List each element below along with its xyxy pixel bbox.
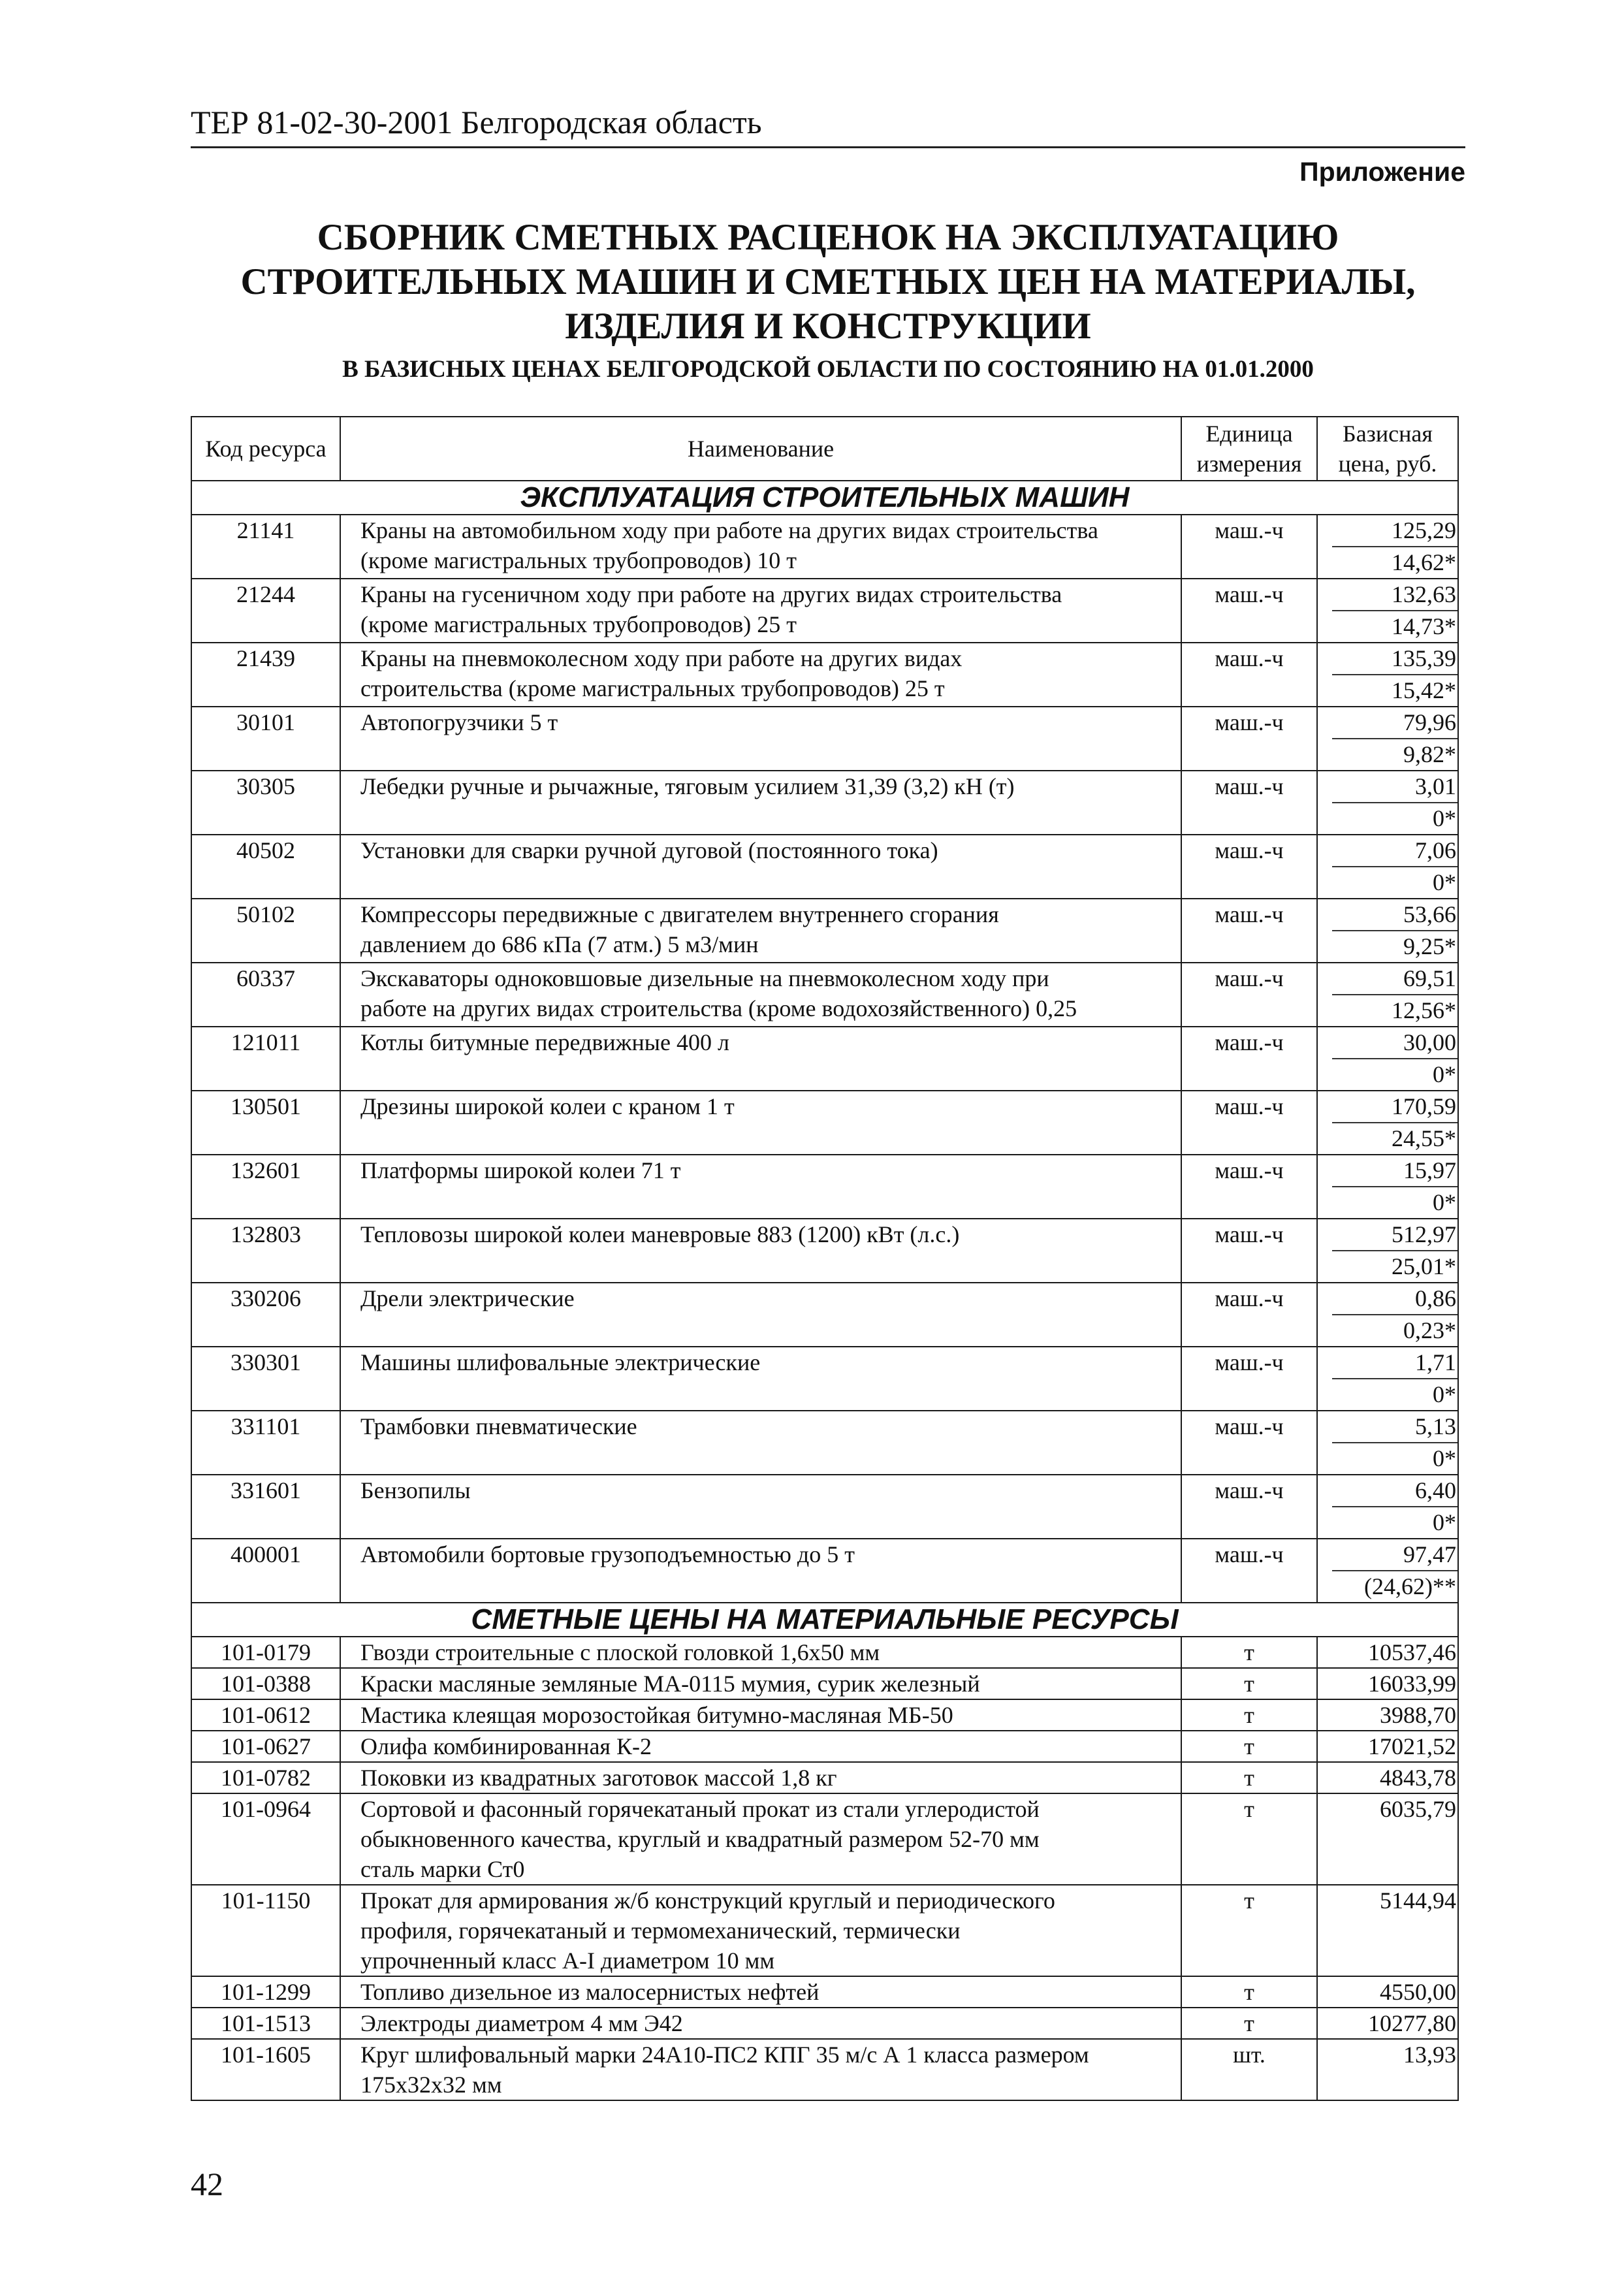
resource-name-line: 175х32х32 мм [360, 2072, 502, 2098]
unit: маш.-ч [1181, 1283, 1317, 1347]
operator-wage: 0* [1433, 805, 1456, 831]
resource-name-line: Краны на автомобильном ходу при работе на других видах строительства [360, 517, 1098, 543]
machine-row [191, 1475, 1458, 1539]
unit: маш.-ч [1181, 643, 1317, 707]
base-price: 3988,70 [1317, 1699, 1458, 1731]
machine-row [191, 1155, 1458, 1219]
unit: маш.-ч [1181, 1539, 1317, 1603]
resource-name-line: Котлы битумные передвижные 400 л [360, 1029, 729, 1055]
resource-name [340, 579, 1181, 643]
resource-code: 21141 [191, 515, 340, 579]
resource-name-line: Краски масляные земляные МА-0115 мумия, сурик железный [360, 1671, 980, 1697]
base-price: 15,97 [1332, 1155, 1457, 1187]
resource-code: 130501 [191, 1091, 340, 1155]
base-price: 30,00 [1332, 1027, 1457, 1059]
unit: т [1181, 1668, 1317, 1699]
unit: маш.-ч [1181, 515, 1317, 579]
resource-name-line: Бензопилы [360, 1477, 471, 1503]
resource-name-line: Дрели электрические [360, 1285, 575, 1311]
resource-code: 330206 [191, 1283, 340, 1347]
base-price: 125,29 [1332, 515, 1457, 547]
base-price: 7,06 [1332, 835, 1457, 867]
resource-code: 121011 [191, 1027, 340, 1091]
resource-name-line: давлением до 686 кПа (7 атм.) 5 м3/мин [360, 931, 759, 957]
resource-name-line: профиля, горячекатаный и термомеханический, термически [360, 1917, 961, 1944]
unit: маш.-ч [1181, 899, 1317, 963]
resource-name [340, 963, 1181, 1027]
resource-name [340, 1699, 1181, 1731]
section-row-machines [191, 481, 1458, 515]
price-table [191, 416, 1459, 2101]
resource-name [340, 707, 1181, 771]
unit-header-line-1: Единица [1205, 421, 1293, 447]
resource-code: 132803 [191, 1219, 340, 1283]
operator-wage: 0* [1433, 1509, 1456, 1535]
base-price-cell [1317, 1347, 1458, 1411]
base-price: 79,96 [1332, 707, 1457, 739]
operator-wage: 0,23* [1403, 1317, 1456, 1343]
base-price: 1,71 [1332, 1347, 1457, 1379]
base-price: 17021,52 [1317, 1731, 1458, 1762]
unit: т [1181, 1637, 1317, 1668]
resource-name-line: Установки для сварки ручной дуговой (постоянного тока) [360, 837, 938, 863]
unit: маш.-ч [1181, 1091, 1317, 1155]
resource-name [340, 1793, 1181, 1885]
base-price-cell [1317, 579, 1458, 643]
machine-row [191, 1411, 1458, 1475]
unit: т [1181, 1976, 1317, 2008]
resource-code: 40502 [191, 835, 340, 899]
resource-name-line: обыкновенного качества, круглый и квадратный размером 52-70 мм [360, 1826, 1040, 1852]
base-price-cell [1317, 1411, 1458, 1475]
material-row [191, 1637, 1458, 1668]
base-price: 132,63 [1332, 579, 1457, 611]
base-price-cell [1317, 1027, 1458, 1091]
resource-code: 60337 [191, 963, 340, 1027]
section-title-materials: СМЕТНЫЕ ЦЕНЫ НА МАТЕРИАЛЬНЫЕ РЕСУРСЫ [191, 1603, 1458, 1637]
resource-code: 30101 [191, 707, 340, 771]
base-price: 97,47 [1332, 1539, 1457, 1571]
unit: т [1181, 1731, 1317, 1762]
page-number: 42 [191, 2166, 223, 2202]
machine-row [191, 835, 1458, 899]
resource-name [340, 1539, 1181, 1603]
unit: маш.-ч [1181, 1027, 1317, 1091]
column-header-price [1317, 417, 1458, 481]
operator-wage: 9,25* [1403, 933, 1456, 959]
base-price: 53,66 [1332, 899, 1457, 931]
unit: маш.-ч [1181, 1411, 1317, 1475]
operator-wage: 9,82* [1403, 741, 1456, 767]
unit: маш.-ч [1181, 1347, 1317, 1411]
resource-name-line: Компрессоры передвижные с двигателем внутреннего сгорания [360, 901, 999, 927]
column-header-code: Код ресурса [191, 417, 340, 481]
base-price-cell [1317, 515, 1458, 579]
operator-wage: 14,73* [1392, 613, 1456, 639]
resource-name [340, 1155, 1181, 1219]
unit: т [1181, 2008, 1317, 2039]
operator-wage: (24,62)** [1364, 1573, 1456, 1599]
resource-name [340, 835, 1181, 899]
resource-name [340, 1885, 1181, 1976]
title-line-3: ИЗДЕЛИЯ И КОНСТРУКЦИИ [565, 306, 1091, 347]
base-price-cell [1317, 707, 1458, 771]
machine-row [191, 707, 1458, 771]
resource-code: 101-0627 [191, 1731, 340, 1762]
resource-code: 30305 [191, 771, 340, 835]
base-price: 13,93 [1317, 2039, 1458, 2100]
resource-code: 101-0179 [191, 1637, 340, 1668]
resource-name-line: Топливо дизельное из малосернистых нефтей [360, 1979, 820, 2005]
machine-row [191, 1283, 1458, 1347]
resource-name [340, 771, 1181, 835]
resource-code: 101-1605 [191, 2039, 340, 2100]
unit: маш.-ч [1181, 771, 1317, 835]
unit: маш.-ч [1181, 963, 1317, 1027]
resource-name-line: Трамбовки пневматические [360, 1413, 637, 1439]
material-row [191, 1976, 1458, 2008]
section-title-machines: ЭКСПЛУАТАЦИЯ СТРОИТЕЛЬНЫХ МАШИН [191, 481, 1458, 515]
resource-name [340, 515, 1181, 579]
resource-name-line: (кроме магистральных трубопроводов) 25 т [360, 611, 797, 637]
base-price: 4843,78 [1317, 1762, 1458, 1793]
machine-row [191, 1219, 1458, 1283]
resource-name-line: Сортовой и фасонный горячекатаный прокат из стали углеродистой [360, 1796, 1040, 1822]
resource-code: 101-1513 [191, 2008, 340, 2039]
resource-name [340, 899, 1181, 963]
resource-name [340, 1976, 1181, 2008]
resource-name [340, 1475, 1181, 1539]
unit-header-line-2: измерения [1196, 451, 1302, 477]
unit: т [1181, 1793, 1317, 1885]
unit: маш.-ч [1181, 1219, 1317, 1283]
base-price: 512,97 [1332, 1219, 1457, 1251]
resource-name-line: строительства (кроме магистральных трубопроводов) 25 т [360, 675, 945, 701]
resource-name [340, 1027, 1181, 1091]
resource-name-line: Краны на пневмоколесном ходу при работе на других видах [360, 645, 963, 671]
base-price-cell [1317, 771, 1458, 835]
base-price-cell [1317, 899, 1458, 963]
operator-wage: 24,55* [1392, 1125, 1456, 1151]
operator-wage: 12,56* [1392, 997, 1456, 1023]
base-price: 4550,00 [1317, 1976, 1458, 2008]
base-price-cell [1317, 1539, 1458, 1603]
operator-wage: 0* [1433, 1189, 1456, 1215]
material-row [191, 2008, 1458, 2039]
machine-row [191, 1347, 1458, 1411]
resource-name-line: (кроме магистральных трубопроводов) 10 т [360, 547, 797, 573]
title-line-1: СБОРНИК СМЕТНЫХ РАСЦЕНОК НА ЭКСПЛУАТАЦИЮ [317, 217, 1339, 258]
base-price: 6,40 [1332, 1475, 1457, 1507]
resource-code: 132601 [191, 1155, 340, 1219]
column-header-unit [1181, 417, 1317, 481]
unit: т [1181, 1699, 1317, 1731]
operator-wage: 0* [1433, 1445, 1456, 1471]
base-price-cell [1317, 835, 1458, 899]
machine-row [191, 1091, 1458, 1155]
resource-name [340, 2008, 1181, 2039]
base-price-cell [1317, 1155, 1458, 1219]
resource-name-line: Гвозди строительные с плоской головкой 1,6х50 мм [360, 1639, 880, 1665]
resource-code: 331601 [191, 1475, 340, 1539]
unit: т [1181, 1885, 1317, 1976]
document-title [191, 216, 1465, 349]
header-divider [191, 146, 1465, 148]
machine-row [191, 899, 1458, 963]
machine-row [191, 515, 1458, 579]
resource-name [340, 1219, 1181, 1283]
machine-row [191, 771, 1458, 835]
base-price: 135,39 [1332, 643, 1457, 675]
resource-code: 101-1299 [191, 1976, 340, 2008]
section-row-materials [191, 1603, 1458, 1637]
material-row [191, 1699, 1458, 1731]
base-price: 6035,79 [1317, 1793, 1458, 1885]
document-subtitle: В БАЗИСНЫХ ЦЕНАХ БЕЛГОРОДСКОЙ ОБЛАСТИ ПО СОСТОЯНИЮ НА 01.01.2000 [342, 356, 1314, 383]
base-price: 5144,94 [1317, 1885, 1458, 1976]
base-price: 3,01 [1332, 771, 1457, 803]
resource-name-line: работе на других видах строительства (кроме водохозяйственного) 0,25 [360, 995, 1077, 1021]
title-line-2: СТРОИТЕЛЬНЫХ МАШИН И СМЕТНЫХ ЦЕН НА МАТЕРИАЛЫ, [240, 261, 1416, 302]
resource-name-line: Автомобили бортовые грузоподъемностью до 5 т [360, 1541, 855, 1567]
resource-name-line: Мастика клеящая морозостойкая битумно-масляная МБ-50 [360, 1702, 953, 1728]
resource-name-line: Поковки из квадратных заготовок массой 1,8 кг [360, 1765, 837, 1791]
resource-name-line: сталь марки Ст0 [360, 1856, 525, 1882]
unit: т [1181, 1762, 1317, 1793]
appendix-label: Приложение [1299, 157, 1465, 187]
base-price-cell [1317, 1219, 1458, 1283]
resource-name [340, 1411, 1181, 1475]
material-row [191, 1793, 1458, 1885]
resource-name [340, 1762, 1181, 1793]
resource-code: 21439 [191, 643, 340, 707]
resource-name-line: Лебедки ручные и рычажные, тяговым усилием 31,39 (3,2) кН (т) [360, 773, 1015, 799]
base-price: 0,86 [1332, 1283, 1457, 1315]
base-price-cell [1317, 643, 1458, 707]
operator-wage: 0* [1433, 869, 1456, 895]
operator-wage: 25,01* [1392, 1253, 1456, 1279]
column-header-name: Наименование [340, 417, 1181, 481]
resource-name-line: Дрезины широкой колеи с краном 1 т [360, 1093, 735, 1119]
base-price-cell [1317, 963, 1458, 1027]
base-price: 69,51 [1332, 963, 1457, 995]
resource-name-line: упрочненный класс А-I диаметром 10 мм [360, 1948, 775, 1974]
unit: маш.-ч [1181, 707, 1317, 771]
base-price: 170,59 [1332, 1091, 1457, 1123]
operator-wage: 0* [1433, 1381, 1456, 1407]
resource-code: 21244 [191, 579, 340, 643]
machine-row [191, 1539, 1458, 1603]
resource-name-line: Платформы широкой колеи 71 т [360, 1157, 681, 1183]
resource-name-line: Экскаваторы одноковшовые дизельные на пневмоколесном ходу при [360, 965, 1049, 991]
resource-name-line: Автопогрузчики 5 т [360, 709, 558, 735]
base-price: 16033,99 [1317, 1668, 1458, 1699]
resource-name-line: Круг шлифовальный марки 24А10-ПС2 КПГ 35 м/с А 1 класса размером [360, 2042, 1089, 2068]
resource-name [340, 1347, 1181, 1411]
machine-row [191, 643, 1458, 707]
base-price-cell [1317, 1475, 1458, 1539]
unit: маш.-ч [1181, 835, 1317, 899]
material-row [191, 1762, 1458, 1793]
resource-name-line: Тепловозы широкой колеи маневровые 883 (1200) кВт (л.с.) [360, 1221, 960, 1247]
resource-code: 101-0782 [191, 1762, 340, 1793]
operator-wage: 0* [1433, 1061, 1456, 1087]
resource-name-line: Краны на гусеничном ходу при работе на других видах строительства [360, 581, 1062, 607]
table-header-row [191, 417, 1458, 481]
resource-name [340, 1283, 1181, 1347]
machine-row [191, 963, 1458, 1027]
resource-name-line: Прокат для армирования ж/б конструкций круглый и периодического [360, 1887, 1055, 1914]
base-price: 10537,46 [1317, 1637, 1458, 1668]
resource-code: 101-0612 [191, 1699, 340, 1731]
document-reference: ТЕР 81-02-30-2001 Белгородская область [191, 104, 762, 140]
base-price-cell [1317, 1283, 1458, 1347]
material-row [191, 2039, 1458, 2100]
base-price-cell [1317, 1091, 1458, 1155]
operator-wage: 14,62* [1392, 549, 1456, 575]
resource-name [340, 1668, 1181, 1699]
machine-row [191, 1027, 1458, 1091]
price-header-line-2: цена, руб. [1338, 451, 1437, 477]
resource-code: 101-1150 [191, 1885, 340, 1976]
operator-wage: 15,42* [1392, 677, 1456, 703]
resource-code: 331101 [191, 1411, 340, 1475]
resource-code: 400001 [191, 1539, 340, 1603]
resource-name-line: Олифа комбинированная К-2 [360, 1733, 652, 1759]
resource-name-line: Машины шлифовальные электрические [360, 1349, 761, 1375]
material-row [191, 1668, 1458, 1699]
resource-name-line: Электроды диаметром 4 мм Э42 [360, 2010, 683, 2036]
unit: шт. [1181, 2039, 1317, 2100]
material-row [191, 1885, 1458, 1976]
material-row [191, 1731, 1458, 1762]
resource-name [340, 643, 1181, 707]
resource-name [340, 2039, 1181, 2100]
resource-code: 330301 [191, 1347, 340, 1411]
resource-code: 50102 [191, 899, 340, 963]
unit: маш.-ч [1181, 1155, 1317, 1219]
base-price: 5,13 [1332, 1411, 1457, 1443]
base-price: 10277,80 [1317, 2008, 1458, 2039]
resource-code: 101-0388 [191, 1668, 340, 1699]
resource-code: 101-0964 [191, 1793, 340, 1885]
price-header-line-1: Базисная [1343, 421, 1433, 447]
resource-name [340, 1637, 1181, 1668]
resource-name [340, 1731, 1181, 1762]
unit: маш.-ч [1181, 579, 1317, 643]
resource-name [340, 1091, 1181, 1155]
machine-row [191, 579, 1458, 643]
unit: маш.-ч [1181, 1475, 1317, 1539]
